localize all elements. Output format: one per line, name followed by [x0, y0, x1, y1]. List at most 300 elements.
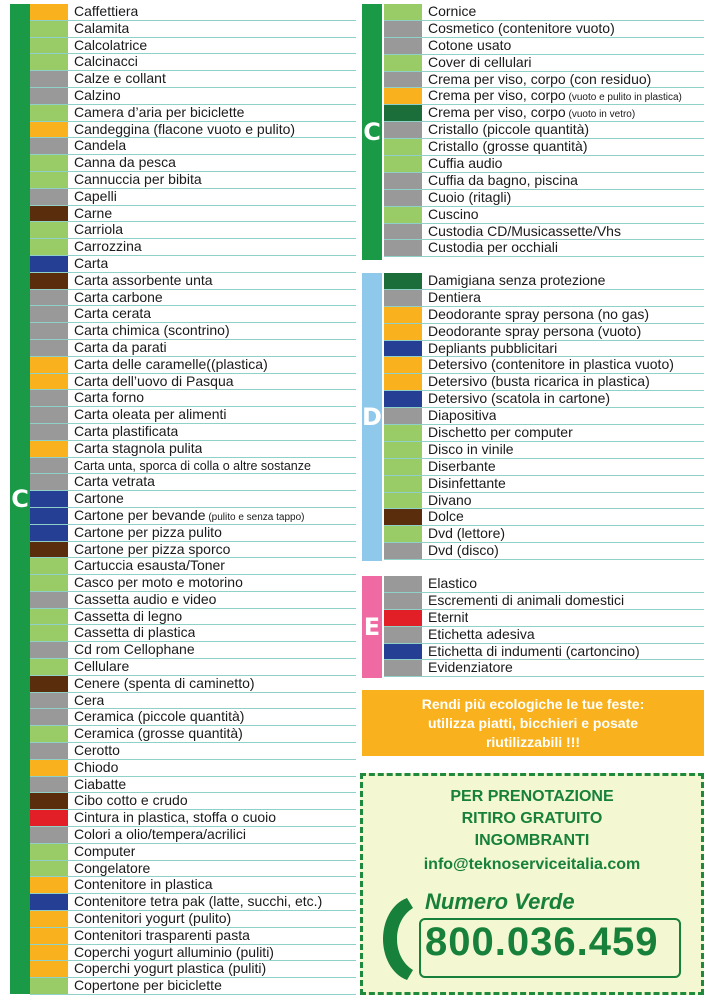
item-name: Colori a olio/tempera/acrilici: [74, 827, 246, 843]
bin-color-swatch: [384, 273, 422, 289]
item-label: [68, 340, 167, 356]
list-item: [30, 642, 356, 659]
bin-color-swatch: [30, 189, 68, 205]
item-label: [422, 341, 557, 357]
bin-color-swatch: [384, 55, 422, 71]
item-name: Dolce: [428, 509, 464, 525]
item-list-e: [384, 576, 704, 677]
bin-color-swatch: [384, 290, 422, 306]
item-name: Carta vetrata: [74, 474, 155, 490]
bin-color-swatch: [30, 508, 68, 524]
list-item: [30, 508, 356, 525]
bin-color-swatch: [30, 491, 68, 507]
list-item: [30, 894, 356, 911]
list-item: [384, 442, 704, 459]
bin-color-swatch: [30, 945, 68, 961]
item-name: Disinfettante: [428, 475, 506, 491]
item-name: Chiodo: [74, 759, 119, 775]
item-label: [68, 357, 268, 373]
item-name: Dvd (lettore): [428, 526, 506, 542]
item-label: [68, 54, 138, 70]
bin-color-swatch: [30, 290, 68, 306]
list-item: [30, 542, 356, 559]
item-label: [422, 576, 477, 592]
item-label: [68, 239, 142, 255]
list-item: [30, 777, 356, 794]
list-item: [384, 38, 704, 55]
bin-color-swatch: [384, 190, 422, 206]
item-label: [68, 726, 243, 742]
list-item: [30, 340, 356, 357]
list-item: [384, 55, 704, 72]
item-name: Detersivo (scatola in cartone): [428, 391, 611, 407]
list-item: [384, 173, 704, 190]
bin-color-swatch: [384, 493, 422, 509]
bin-color-swatch: [384, 139, 422, 155]
item-label: [68, 256, 108, 272]
item-label: [422, 408, 496, 424]
bin-color-swatch: [30, 256, 68, 272]
list-item: [30, 206, 356, 223]
item-label: [68, 21, 129, 37]
list-item: [30, 54, 356, 71]
item-label: [422, 173, 578, 189]
list-item: [30, 760, 356, 777]
list-item: [30, 558, 356, 575]
item-name: Cassetta audio e video: [74, 591, 217, 607]
item-name: Contenitori trasparenti pasta: [74, 927, 250, 943]
item-label: [68, 424, 178, 440]
item-label: [68, 625, 195, 641]
item-label: [422, 493, 472, 509]
item-label: [422, 442, 514, 458]
list-item: [30, 911, 356, 928]
list-item: [384, 408, 704, 425]
list-item: [30, 458, 356, 475]
eco-tip-box: [362, 690, 704, 756]
item-label: [68, 609, 182, 625]
item-label: [422, 224, 621, 240]
item-name: Coperchi yogurt alluminio (puliti): [74, 944, 274, 960]
item-name: Carriola: [74, 222, 124, 238]
list-item: [384, 425, 704, 442]
bin-color-swatch: [384, 509, 422, 525]
bin-color-swatch: [384, 4, 422, 20]
list-item: [384, 139, 704, 156]
list-item: [30, 424, 356, 441]
item-name: Cerotto: [74, 743, 120, 759]
bin-color-swatch: [30, 810, 68, 826]
item-name: Carrozzina: [74, 239, 142, 255]
booking-line-3: INGOMBRANTI: [474, 832, 590, 849]
bin-color-swatch: [384, 307, 422, 323]
item-label: [68, 323, 230, 339]
bin-color-swatch: [30, 743, 68, 759]
item-label: [68, 894, 322, 910]
item-name: Damigiana senza protezione: [428, 273, 606, 288]
list-item: [384, 207, 704, 224]
item-label: [68, 978, 222, 994]
list-item: [30, 407, 356, 424]
item-name: Cintura in plastica, stoffa o cuoio: [74, 810, 277, 826]
item-name: Cd rom Cellophane: [74, 642, 195, 658]
list-item: [30, 844, 356, 861]
bin-color-swatch: [384, 173, 422, 189]
bin-color-swatch: [30, 222, 68, 238]
item-label: [422, 290, 481, 306]
item-name: Etichetta di indumenti (cartoncino): [428, 643, 640, 659]
letter-bar-d: [362, 273, 382, 561]
list-item: [30, 290, 356, 307]
item-name: Custodia per occhiali: [428, 240, 558, 256]
bin-color-swatch: [384, 240, 422, 256]
item-label: [422, 38, 511, 54]
item-label: [68, 390, 144, 406]
list-item: [30, 978, 356, 995]
bin-color-swatch: [384, 593, 422, 609]
list-item: [30, 122, 356, 139]
item-label: [68, 374, 234, 390]
item-label: [422, 627, 535, 643]
item-name: Carta oleata per alimenti: [74, 407, 227, 423]
item-name: Crema per viso, corpo: [428, 105, 566, 121]
item-note: (vuoto in vetro): [565, 109, 636, 121]
item-label: [422, 55, 531, 71]
bin-color-swatch: [30, 474, 68, 490]
bin-color-swatch: [30, 4, 68, 20]
bin-color-swatch: [30, 155, 68, 171]
bin-color-swatch: [384, 476, 422, 492]
item-name: Carta da parati: [74, 339, 167, 355]
item-label: [68, 877, 213, 893]
letter-bar-c-right: [362, 4, 382, 260]
item-name: Carta cerata: [74, 306, 152, 322]
item-label: [422, 459, 496, 475]
item-name: Cover di cellulari: [428, 54, 532, 70]
bin-color-swatch: [30, 407, 68, 423]
letter-c-right: C: [363, 118, 381, 146]
list-item: [384, 341, 704, 358]
bin-color-swatch: [30, 693, 68, 709]
item-label: [68, 961, 266, 977]
item-name: Elastico: [428, 576, 478, 591]
bin-color-swatch: [384, 324, 422, 340]
bin-color-swatch: [30, 659, 68, 675]
list-item: [30, 491, 356, 508]
item-label: [422, 593, 624, 609]
item-label: [68, 138, 126, 154]
bin-color-swatch: [384, 72, 422, 88]
item-name: Canna da pesca: [74, 155, 176, 171]
bin-color-swatch: [30, 273, 68, 289]
item-label: [68, 290, 163, 306]
item-name: Cartuccia esausta/Toner: [74, 558, 225, 574]
bin-color-swatch: [384, 610, 422, 626]
item-label: [68, 844, 135, 860]
list-item: [30, 38, 356, 55]
bin-color-swatch: [384, 644, 422, 660]
list-item: [30, 357, 356, 374]
bin-color-swatch: [30, 374, 68, 390]
bin-color-swatch: [30, 676, 68, 692]
item-label: [422, 391, 610, 407]
list-item: [30, 323, 356, 340]
booking-box: [360, 773, 704, 995]
bin-color-swatch: [30, 340, 68, 356]
list-item: [30, 575, 356, 592]
bin-color-swatch: [30, 172, 68, 188]
item-name: Cartone per bevande: [74, 507, 206, 523]
list-item: [30, 256, 356, 273]
list-item: [30, 659, 356, 676]
item-label: [422, 139, 588, 155]
bin-color-swatch: [384, 38, 422, 54]
eco-tip-line-3: riutilizzabili !!!: [485, 733, 581, 750]
bin-color-swatch: [30, 441, 68, 457]
item-name: Cartone per pizza sporco: [74, 541, 231, 557]
item-name: Cuffia audio: [428, 156, 503, 172]
item-label: [68, 709, 244, 725]
list-item: [30, 709, 356, 726]
item-name: Cuscino: [428, 206, 479, 222]
item-name: Calamita: [74, 20, 130, 36]
list-item: [30, 743, 356, 760]
list-item: [30, 273, 356, 290]
list-item: [30, 525, 356, 542]
bin-color-swatch: [384, 88, 422, 104]
bin-color-swatch: [30, 105, 68, 121]
item-list-c: [30, 4, 356, 995]
section-d: [362, 273, 706, 561]
eco-tip-line-2: utilizza piatti, bicchieri e posate: [427, 714, 639, 731]
item-label: [68, 407, 227, 423]
item-label: [68, 71, 166, 87]
list-item: [30, 676, 356, 693]
item-label: [68, 945, 274, 961]
bin-color-swatch: [30, 21, 68, 37]
list-item: [30, 592, 356, 609]
section-c-left: [10, 4, 350, 994]
item-label: [68, 458, 311, 474]
list-item: [30, 21, 356, 38]
list-item: [30, 861, 356, 878]
bin-color-swatch: [30, 592, 68, 608]
list-item: [30, 4, 356, 21]
list-item: [30, 239, 356, 256]
list-item: [384, 660, 704, 677]
bin-color-swatch: [384, 224, 422, 240]
list-item: [30, 945, 356, 962]
item-name: Carta forno: [74, 390, 145, 406]
section-c-right: [362, 4, 706, 260]
list-item: [30, 374, 356, 391]
item-name: Calcinacci: [74, 54, 138, 70]
item-label: [422, 357, 674, 373]
list-item: [384, 4, 704, 21]
item-name: Cellulare: [74, 659, 130, 675]
item-label: [68, 693, 104, 709]
item-name: Copertone per biciclette: [74, 978, 222, 994]
item-label: [422, 105, 635, 121]
bin-color-swatch: [384, 374, 422, 390]
item-name: Carta dell’uovo di Pasqua: [74, 373, 234, 389]
phone-icon: [377, 894, 417, 984]
eco-tip-line-1: Rendi più ecologiche le tue feste:: [421, 695, 645, 712]
list-item: [30, 71, 356, 88]
item-name: Dischetto per computer: [428, 425, 573, 441]
item-label: [422, 610, 468, 626]
bin-color-swatch: [30, 88, 68, 104]
booking-email[interactable]: info@teknoserviceitalia.com: [423, 856, 641, 873]
item-name: Carta stagnola pulita: [74, 440, 203, 456]
list-item: [30, 189, 356, 206]
item-name: Diapositiva: [428, 408, 497, 424]
list-item: [384, 224, 704, 241]
item-name: Contenitori yogurt (pulito): [74, 911, 232, 927]
item-name: Cristallo (grosse quantità): [428, 139, 588, 155]
bin-color-swatch: [30, 642, 68, 658]
bin-color-swatch: [384, 391, 422, 407]
item-note: (pulito e senza tappo): [205, 511, 305, 523]
item-name: Coperchi yogurt plastica (puliti): [74, 961, 267, 977]
list-item: [30, 726, 356, 743]
list-item: [30, 928, 356, 945]
item-name: Carta carbone: [74, 289, 163, 305]
item-label: [422, 207, 479, 223]
item-name: Etichetta adesiva: [428, 626, 535, 642]
bin-color-swatch: [30, 122, 68, 138]
item-label: [68, 592, 216, 608]
item-name: Cenere (spenta di caminetto): [74, 675, 255, 691]
bin-color-swatch: [30, 726, 68, 742]
item-name: Carta chimica (scontrino): [74, 323, 230, 339]
item-label: [422, 307, 649, 323]
letter-bar-c: [10, 4, 30, 994]
item-label: [68, 306, 151, 322]
bin-color-swatch: [30, 827, 68, 843]
list-item: [384, 307, 704, 324]
list-item: [384, 576, 704, 593]
item-label: [422, 156, 502, 172]
item-label: [68, 273, 213, 289]
bin-color-swatch: [30, 844, 68, 860]
item-label: [422, 526, 505, 542]
item-name: Custodia CD/Musicassette/Vhs: [428, 223, 621, 239]
item-name: Depliants pubblicitari: [428, 340, 558, 356]
list-item: [384, 190, 704, 207]
item-label: [68, 222, 123, 238]
item-name: Contenitore in plastica: [74, 877, 213, 893]
bin-color-swatch: [384, 576, 422, 592]
item-name: Detersivo (busta ricarica in plastica): [428, 374, 650, 390]
item-label: [422, 543, 499, 559]
list-item: [30, 306, 356, 323]
item-name: Calze e collant: [74, 71, 166, 87]
item-name: Candeggina (flacone vuoto e pulito): [74, 121, 296, 137]
item-label: [422, 21, 615, 37]
list-item: [384, 324, 704, 341]
item-name: Cassetta di legno: [74, 608, 183, 624]
bin-color-swatch: [384, 122, 422, 138]
bin-color-swatch: [384, 207, 422, 223]
list-item: [384, 122, 704, 139]
list-item: [384, 88, 704, 105]
item-list-c-right: [384, 4, 704, 257]
item-name: Casco per moto e motorino: [74, 575, 243, 591]
list-item: [30, 609, 356, 626]
list-item: [30, 105, 356, 122]
item-name: Crema per viso, corpo: [428, 88, 566, 104]
bin-color-swatch: [30, 777, 68, 793]
bin-color-swatch: [30, 239, 68, 255]
list-item: [384, 290, 704, 307]
item-name: Carta plastificata: [74, 423, 179, 439]
item-name: Evidenziatore: [428, 660, 513, 676]
bin-color-swatch: [384, 627, 422, 643]
item-name: Diserbante: [428, 458, 496, 474]
list-item: [30, 625, 356, 642]
item-name: Crema per viso, corpo (con residuo): [428, 71, 652, 87]
list-item: [384, 476, 704, 493]
item-label: [422, 374, 650, 390]
item-label: [68, 760, 118, 776]
bin-color-swatch: [30, 390, 68, 406]
letter-d: D: [362, 403, 382, 431]
item-name: Cristallo (piccole quantità): [428, 122, 590, 138]
list-item: [384, 627, 704, 644]
list-item: [30, 441, 356, 458]
list-item: [384, 240, 704, 257]
item-label: [68, 558, 225, 574]
item-note: (vuoto e pulito in plastica): [565, 92, 682, 104]
bin-color-swatch: [384, 408, 422, 424]
item-label: [68, 793, 188, 809]
item-label: [68, 861, 150, 877]
item-name: Eternit: [428, 609, 469, 625]
list-item: [30, 961, 356, 978]
bin-color-swatch: [30, 894, 68, 910]
item-label: [68, 474, 155, 490]
item-name: Dentiera: [428, 289, 481, 305]
item-list-d: [384, 273, 704, 560]
bin-color-swatch: [384, 357, 422, 373]
bin-color-swatch: [30, 424, 68, 440]
item-label: [68, 642, 195, 658]
item-label: [68, 928, 250, 944]
bin-color-swatch: [30, 138, 68, 154]
item-label: [422, 4, 476, 20]
item-name: Carta delle caramelle((plastica): [74, 356, 268, 372]
list-item: [384, 610, 704, 627]
bin-color-swatch: [384, 105, 422, 121]
bin-color-swatch: [30, 877, 68, 893]
item-name: Ciabatte: [74, 776, 127, 792]
phone-number[interactable]: 800.036.459: [425, 920, 659, 964]
bin-color-swatch: [30, 54, 68, 70]
item-label: [68, 122, 295, 138]
item-label: [422, 240, 558, 256]
item-name: Deodorante spray persona (vuoto): [428, 323, 642, 339]
list-item: [384, 459, 704, 476]
list-item: [384, 391, 704, 408]
item-label: [68, 172, 202, 188]
item-label: [68, 155, 176, 171]
item-label: [422, 660, 513, 676]
item-name: Contenitore tetra pak (latte, succhi, etc.): [74, 894, 323, 910]
item-name: Camera d’aria per biciclette: [74, 104, 245, 120]
bin-color-swatch: [384, 341, 422, 357]
bin-color-swatch: [30, 760, 68, 776]
